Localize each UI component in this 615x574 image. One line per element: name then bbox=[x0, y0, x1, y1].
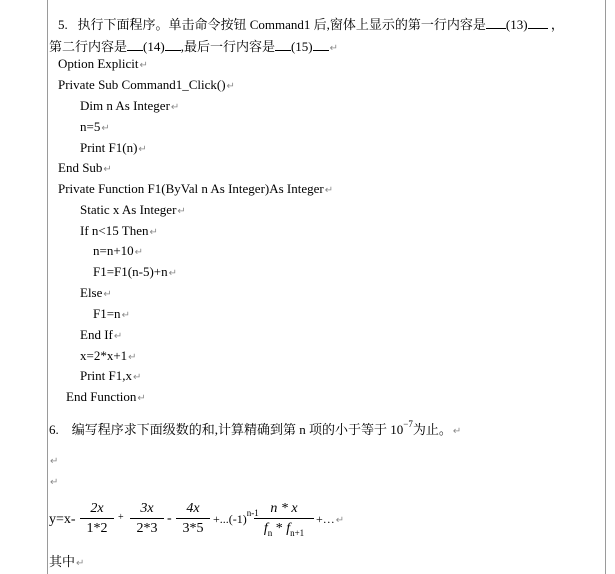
blank-15-post bbox=[313, 37, 329, 51]
q6-exponent: −7 bbox=[403, 419, 413, 429]
q5-line2-mid: ,最后一行内容是 bbox=[180, 39, 275, 54]
formula-mid: $+...(-1)^{n-1}$ bbox=[213, 508, 259, 526]
formula-prefix: y=x- bbox=[49, 512, 76, 527]
code-line: x=2*x+1↵ bbox=[80, 348, 137, 363]
blank-13-label: (13) bbox=[505, 17, 528, 32]
blank-14-pre bbox=[127, 37, 143, 51]
empty-paragraph: ↵ bbox=[50, 456, 59, 467]
code-line: F1=F1(n-5)+n↵ bbox=[93, 264, 178, 279]
q5-line2: 第二行内容是 (14) ,最后一行内容是 (15) ↵ bbox=[49, 39, 339, 54]
blank-14-label: (14) bbox=[143, 39, 165, 54]
code-line: Print F1(n)↵ bbox=[80, 140, 147, 155]
code-line: End If↵ bbox=[80, 327, 123, 342]
empty-paragraph: ↵ bbox=[50, 477, 59, 488]
formula-term-1: 2x 1*2 bbox=[80, 500, 114, 537]
code-line: F1=n↵ bbox=[93, 306, 130, 321]
code-line: n=5↵ bbox=[80, 119, 110, 134]
page-margin-line-left bbox=[47, 0, 48, 574]
q5-line1 bbox=[58, 15, 564, 33]
blank-14-post bbox=[165, 37, 181, 51]
code-line: If n<15 Then↵ bbox=[80, 223, 158, 238]
code-line: Else↵ bbox=[80, 285, 112, 300]
q6-line: 6. 编写程序求下面级数的和,计算精确到第 n 项的小于等于 $10^{-7}$为止。↵ bbox=[49, 419, 462, 437]
formula-op: - bbox=[167, 511, 172, 526]
blank-13-post bbox=[528, 15, 548, 29]
code-line: Print F1,x↵ bbox=[80, 368, 142, 383]
code-line: Static x As Integer↵ bbox=[80, 202, 186, 217]
formula-op: + bbox=[118, 512, 124, 523]
q5-text: 执行下面程序。单击命令按钮 Command1 后,窗体上显示的第一行内容是 bbox=[77, 17, 486, 32]
q6-footer: 其中↵ bbox=[49, 554, 85, 569]
formula-term-3: 4x 3*5 bbox=[176, 500, 210, 537]
q5-number: 5. bbox=[58, 17, 68, 32]
q5-line1-end: ， bbox=[550, 17, 564, 32]
q6-text-end: 为止。 bbox=[412, 422, 452, 437]
formula-term-2: 3x 2*3 bbox=[130, 500, 164, 537]
blank-15-pre bbox=[275, 37, 291, 51]
code-line: Option Explicit↵ bbox=[58, 56, 148, 71]
code-line: Private Sub Command1_Click()↵ bbox=[58, 77, 235, 92]
code-line: Dim n As Integer↵ bbox=[80, 98, 180, 113]
q6-text: 编写程序求下面级数的和,计算精确到第 n 项的小于等于 10 bbox=[71, 422, 404, 437]
page-margin-line-right bbox=[605, 0, 606, 574]
formula-suffix: +…↵ bbox=[316, 512, 345, 526]
code-line: n=n+10↵ bbox=[93, 243, 144, 258]
blank-15-label: (15) bbox=[290, 39, 313, 54]
code-line: End Sub↵ bbox=[58, 160, 112, 175]
q6-number: 6. bbox=[49, 422, 59, 437]
q5-line2-start: 第二行内容是 bbox=[49, 39, 128, 54]
code-line: End Function↵ bbox=[66, 389, 146, 404]
formula-term-n: n * x $f_n * f_{n+1}$ bbox=[254, 500, 314, 538]
blank-13-pre bbox=[486, 15, 506, 29]
code-line: Private Function F1(ByVal n As Integer)As Integer↵ bbox=[58, 181, 334, 196]
